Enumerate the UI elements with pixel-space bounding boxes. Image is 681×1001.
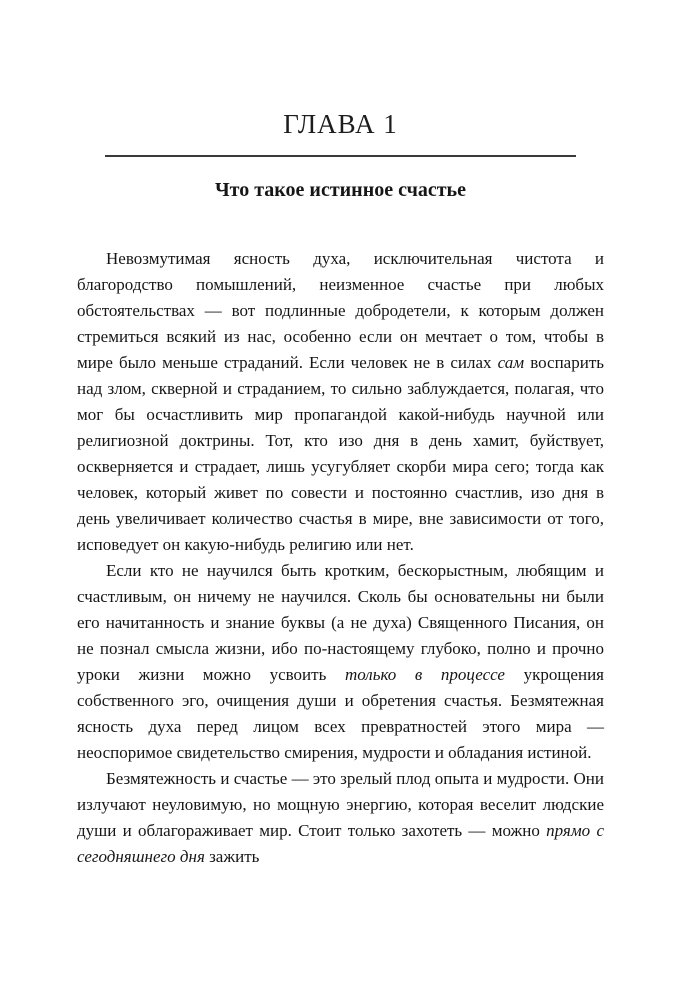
section-title: Что такое истинное счастье: [214, 179, 467, 201]
title-rule: [105, 155, 576, 157]
text-segment: воспарить над злом, скверной и страданием, то сильно заблуждается, полагая, что мог бы осчастливить мир пропагандой какой-нибудь научной или религиозной доктрины. Тот, кто изо дня в день хамит, буйствует, оскверняется и страдает, лишь усугубляет скорби мира сего; тогда как человек, который живет по совести и постоянно счастлив, изо дня в день увеличивает количество счастья в мире, вне зависимости от того, исповедует он какую-нибудь религию или нет.: [77, 353, 604, 554]
paragraph: [77, 558, 604, 766]
italic-text-segment: прямо с сегодняшнего дня: [77, 821, 604, 866]
chapter-title: ГЛАВА 1: [283, 109, 398, 139]
text-segment: укрощения собственного эго, очищения души и обретения счастья. Безмятежная ясность духа перед лицом всех превратностей этого мира — неоспоримое свидетельство смирения, мудрости и обладания истиной.: [77, 665, 604, 762]
text-segment: Безмятежность и счастье — это зрелый плод опыта и мудрости. Они излучают неуловимую, но мощную энергию, которая веселит людские души и облагораживает мир. Стоит только захотеть — можно: [77, 769, 604, 840]
paragraph: [77, 246, 604, 558]
italic-text-segment: сам: [497, 353, 525, 372]
text-segment: Если кто не научился быть кротким, бескорыстным, любящим и счастливым, он ничему не научился. Сколь бы основательны ни были его начитанность и знание буквы (а не духа) Священного Писания, он не познал смысла жизни, ибо по-настоящему глубоко, полно и прочно уроки жизни можно усвоить: [77, 561, 604, 684]
paragraph: [77, 766, 604, 870]
body-text: [77, 246, 604, 870]
text-segment: зажить: [204, 847, 260, 866]
text-segment: Невозмутимая ясность духа, исключительная чистота и благородство помышлений, неизменное счастье при любых обстоятельствах — вот подлинные добродетели, к которым должен стремиться всякий из нас, особенно если он мечтает о том, чтобы в мире было меньше страданий. Если человек не в силах: [77, 249, 604, 372]
italic-text-segment: только в процессе: [344, 665, 505, 684]
